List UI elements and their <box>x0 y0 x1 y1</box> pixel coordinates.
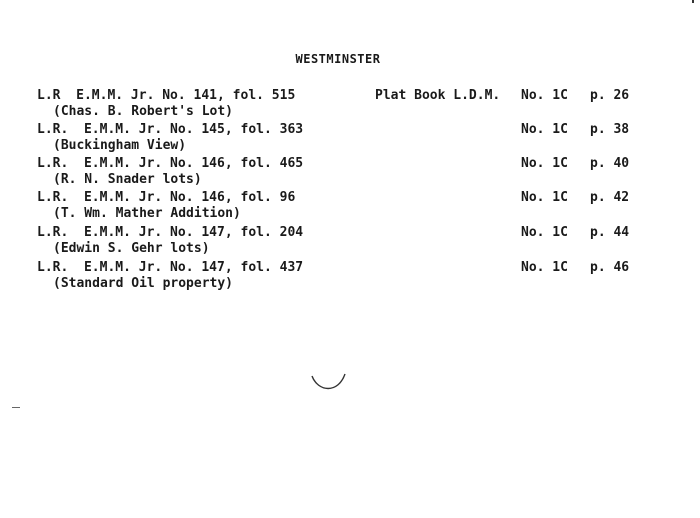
plat-book-page: p. 40 <box>590 156 630 171</box>
record-description: (Buckingham View) <box>53 138 187 153</box>
margin-mark <box>12 407 20 408</box>
record-description: (R. N. Snader lots) <box>53 172 202 187</box>
plat-book-page: p. 46 <box>590 260 630 275</box>
plat-book-number: No. 1C <box>521 122 568 137</box>
record-reference: L.R. E.M.M. Jr. No. 147, fol. 204 <box>37 225 304 240</box>
corner-mark <box>692 0 694 3</box>
plat-book-number: No. 1C <box>521 156 568 171</box>
plat-book-number: No. 1C <box>521 260 568 275</box>
plat-book-number: No. 1C <box>521 190 568 205</box>
plat-book-number: No. 1C <box>521 225 568 240</box>
pencil-mark <box>310 372 350 392</box>
list-item <box>37 122 657 156</box>
record-description: (Edwin S. Gehr lots) <box>53 241 210 256</box>
record-description: (Chas. B. Robert's Lot) <box>53 104 234 119</box>
record-description: (Standard Oil property) <box>53 276 234 291</box>
plat-book-page: p. 42 <box>590 190 630 205</box>
plat-book-label: Plat Book L.D.M. <box>375 88 501 103</box>
record-reference: L.R. E.M.M. Jr. No. 146, fol. 96 <box>37 190 296 205</box>
record-reference: L.R. E.M.M. Jr. No. 145, fol. 363 <box>37 122 304 137</box>
plat-book-page: p. 44 <box>590 225 630 240</box>
page-title: WESTMINSTER <box>295 52 381 66</box>
list-item <box>37 156 657 190</box>
plat-book-number: No. 1C <box>521 88 568 103</box>
list-item <box>37 225 657 259</box>
list-item <box>37 88 657 122</box>
record-reference: L.R. E.M.M. Jr. No. 147, fol. 437 <box>37 260 304 275</box>
list-item <box>37 190 657 224</box>
plat-book-page: p. 26 <box>590 88 630 103</box>
list-item <box>37 260 657 294</box>
plat-book-page: p. 38 <box>590 122 630 137</box>
record-reference: L.R. E.M.M. Jr. No. 146, fol. 465 <box>37 156 304 171</box>
record-description: (T. Wm. Mather Addition) <box>53 206 241 221</box>
record-reference: L.R E.M.M. Jr. No. 141, fol. 515 <box>37 88 296 103</box>
